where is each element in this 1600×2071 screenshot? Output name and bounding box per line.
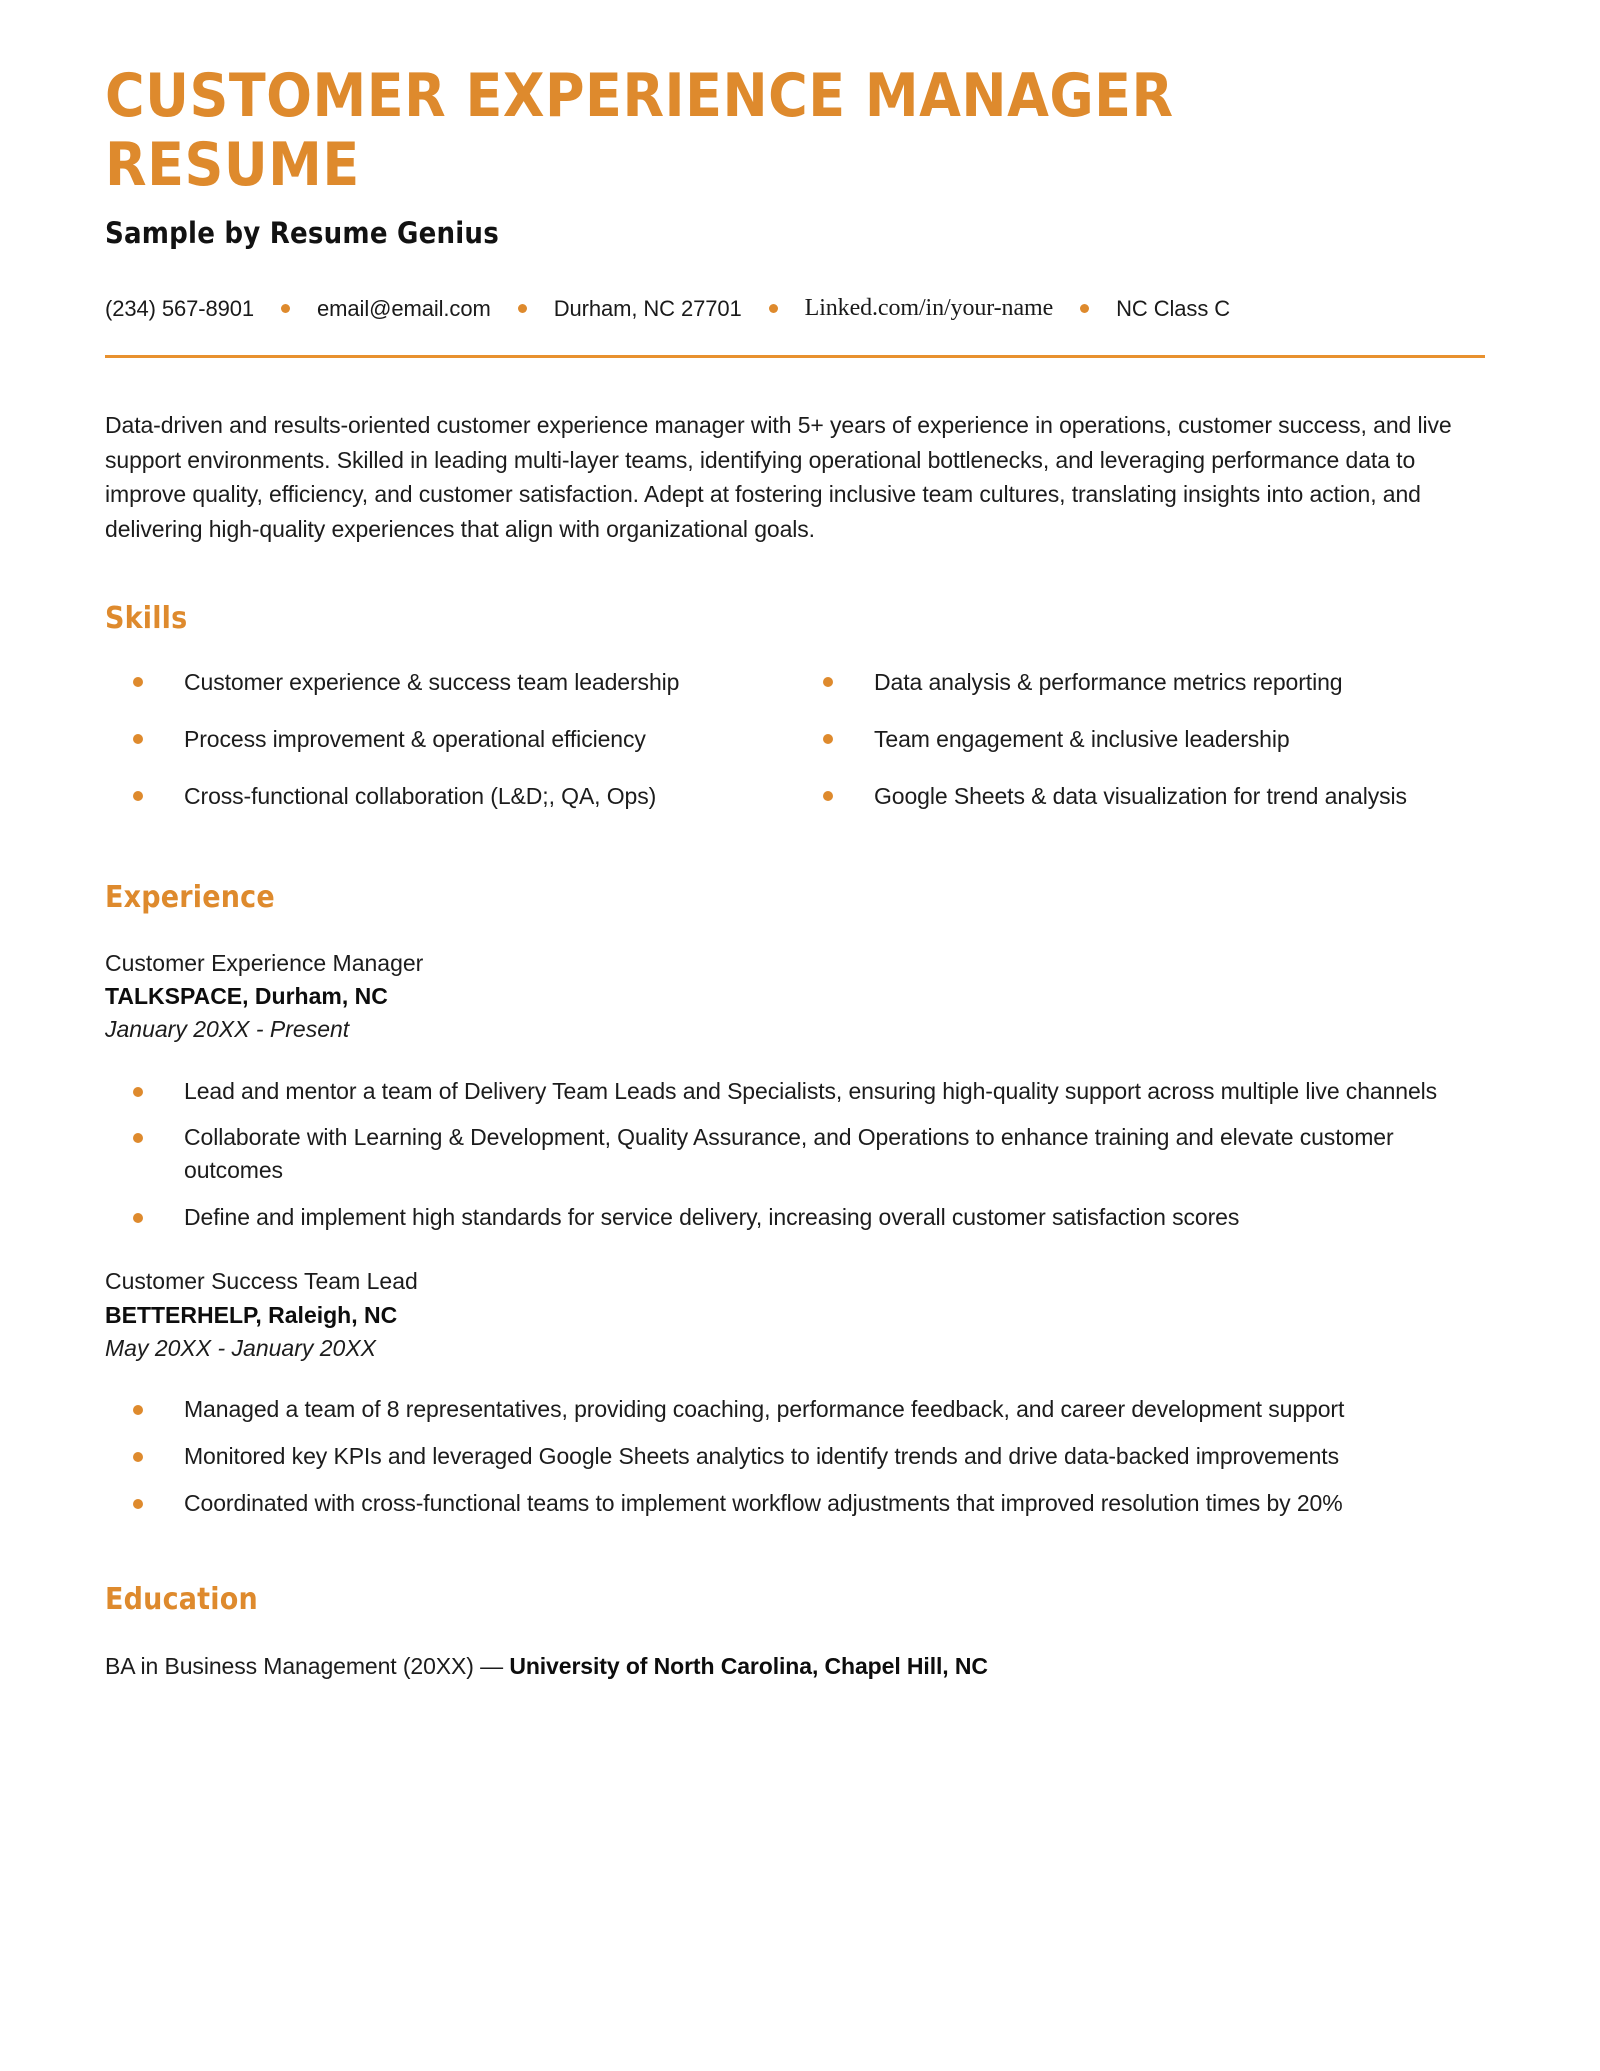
list-item — [105, 1393, 1485, 1426]
job-bullet-text: Monitored key KPIs and leveraged Google Sheets analytics to identify trends and drive data-backed improvements — [184, 1442, 1339, 1469]
job-bullet-text: Coordinated with cross-functional teams to implement workflow adjustments that improved resolution times by 20% — [184, 1489, 1343, 1516]
summary-paragraph: Data-driven and results-oriented customer experience manager with 5+ years of experience in operations, customer success, and live support environments. Skilled in leading multi-layer teams, identifying operational bottlenecks, and leveraging performance data to improve quality, efficiency, and customer satisfaction. Adept at fostering inclusive team cultures, translating insights into action, and delivering high-quality experiences that align with organizational goals. — [105, 412, 1452, 542]
contact-separator-dot-icon — [281, 304, 290, 313]
education-heading: Education — [105, 1582, 258, 1618]
list-item — [795, 666, 1485, 698]
list-item — [105, 1201, 1485, 1234]
bullet-dot-icon — [133, 677, 143, 687]
list-item — [105, 723, 795, 755]
skill-label: Cross-functional collaboration (L&D;, QA, Ops) — [184, 783, 657, 810]
bullet-dot-icon — [823, 677, 833, 687]
job-bullet-text: Define and implement high standards for service delivery, increasing overall customer satisfaction scores — [184, 1203, 1240, 1230]
list-item — [105, 666, 795, 698]
skill-label: Customer experience & success team leadership — [184, 669, 680, 695]
education-section — [105, 1582, 1485, 1683]
contact-email: email@email.com — [317, 295, 491, 321]
list-item — [105, 1440, 1485, 1473]
skills-heading: Skills — [105, 601, 188, 636]
job-dates: May 20XX - January 20XX — [105, 1334, 377, 1361]
experience-section — [105, 880, 1485, 1520]
page-title: CUSTOMER EXPERIENCE MANAGER RESUME — [105, 61, 1174, 200]
contact-separator-dot-icon — [518, 304, 527, 313]
job-bullet-list — [105, 1393, 1485, 1519]
bullet-dot-icon — [133, 791, 143, 801]
bullet-dot-icon — [133, 1452, 143, 1462]
bullet-dot-icon — [133, 1405, 143, 1415]
experience-entry — [105, 1265, 1485, 1519]
bullet-dot-icon — [823, 791, 833, 801]
page-subtitle: Sample by Resume Genius — [105, 216, 499, 250]
bullet-dot-icon — [133, 1133, 143, 1143]
education-entry — [105, 1650, 1485, 1683]
contact-separator-dot-icon — [769, 304, 778, 313]
contact-separator-dot-icon — [1080, 304, 1089, 313]
skill-label: Team engagement & inclusive leadership — [874, 726, 1290, 753]
job-bullet-text: Collaborate with Learning & Development, Quality Assurance, and Operations to enhance training and elevate customer outcomes — [184, 1124, 1394, 1183]
skills-section — [105, 601, 1485, 838]
skill-label: Data analysis & performance metrics reporting — [874, 669, 1343, 695]
bullet-dot-icon — [823, 734, 833, 744]
education-school: University of North Carolina, Chapel Hill, NC — [509, 1653, 988, 1680]
experience-heading: Experience — [105, 879, 275, 915]
experience-entry — [105, 947, 1485, 1234]
contact-linkedin: Linked.com/in/your-name — [804, 295, 1054, 321]
contact-location: Durham, NC 27701 — [553, 295, 742, 321]
bullet-dot-icon — [133, 734, 143, 744]
header-divider — [105, 355, 1485, 358]
job-company: TALKSPACE, Durham, NC — [105, 982, 388, 1009]
list-item — [105, 780, 795, 812]
job-bullet-list — [105, 1075, 1485, 1234]
job-company: BETTERHELP, Raleigh, NC — [105, 1301, 398, 1328]
list-item — [795, 723, 1485, 755]
skills-left-column — [105, 666, 795, 838]
education-degree: BA in Business Management (20XX) — — [105, 1653, 510, 1680]
job-bullet-text: Managed a team of 8 representatives, providing coaching, performance feedback, and career development support — [184, 1396, 1345, 1423]
bullet-dot-icon — [133, 1087, 143, 1097]
job-title: Customer Success Team Lead — [105, 1268, 418, 1295]
list-item — [795, 780, 1485, 812]
skill-label: Google Sheets & data visualization for trend analysis — [874, 783, 1407, 810]
list-item — [105, 1075, 1485, 1108]
job-bullet-text: Lead and mentor a team of Delivery Team Leads and Specialists, ensuring high-quality support across multiple live channels — [184, 1077, 1438, 1104]
contact-license: NC Class C — [1116, 295, 1231, 321]
skills-right-column — [795, 666, 1485, 838]
contact-phone: (234) 567-8901 — [105, 295, 255, 321]
contact-row — [105, 295, 1485, 322]
skill-label: Process improvement & operational efficiency — [184, 726, 646, 753]
job-title: Customer Experience Manager — [105, 949, 424, 976]
bullet-dot-icon — [133, 1213, 143, 1223]
skills-grid — [105, 666, 1485, 838]
bullet-dot-icon — [133, 1499, 143, 1509]
list-item — [105, 1487, 1485, 1520]
job-dates: January 20XX - Present — [105, 1016, 350, 1043]
list-item — [105, 1121, 1485, 1186]
